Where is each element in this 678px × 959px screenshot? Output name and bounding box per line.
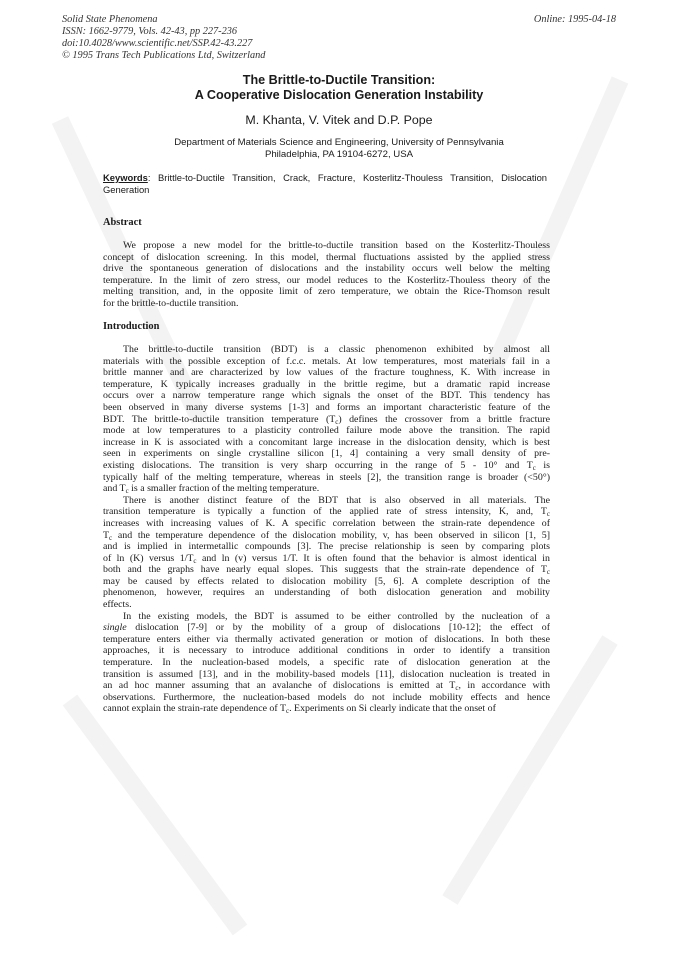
intro-line: seen in experiments on single crystalline silicon [1, 4] containing a very small density of pre-	[103, 448, 550, 460]
keywords	[103, 172, 547, 196]
title-line-2: A Cooperative Dislocation Generation Instability	[194, 88, 484, 102]
abstract-heading: Abstract	[103, 217, 142, 228]
abstract-line: temperature. In the limit of zero stress, our model reduces to the Kosterlitz-Thouless theory of the	[103, 274, 550, 286]
intro-line: cannot explain the strain-rate dependence of $T_c$. Experiments on Si clearly indicate that the onset of	[103, 703, 496, 715]
intro-line: single dislocation [7-9] or by the mobility of a group of dislocations [10-12]; the effect of	[103, 622, 550, 634]
subscript: c	[193, 556, 197, 565]
doi-line: doi:10.4028/www.scientific.net/SSP.42-43.227	[62, 38, 253, 49]
intro-line: materials with the possible exception of f.c.c. metals. At low temperatures, most materials fail in a	[103, 355, 550, 367]
abstract-body	[103, 240, 550, 309]
intro-line: an ad hoc manner assuming that an avalanche of dislocations is emitted at $T_c$, in accordance with	[103, 680, 550, 692]
intro-line: increases with increasing values of K. A specific correlation between the strain-rate dependence of	[103, 517, 550, 529]
emphasis: single	[103, 622, 127, 634]
abstract-line: melting transition, and, in the opposite limit of zero temperature, we obtain the Rice-Thomson result	[103, 286, 550, 297]
intro-line: approaches, it is necessary to introduce additional conditions in order to identify a transition	[103, 645, 550, 657]
online-date: Online: 1995-04-18	[533, 14, 616, 25]
intro-line: and $T_c$ is a smaller fraction of the melting temperature.	[103, 483, 320, 495]
intro-line: BDT. The brittle-to-ductile transition temperature $(T_c)$ defines the crossover from a brittle fracture	[103, 413, 550, 426]
copyright-line: © 1995 Trans Tech Publications Ltd, Switzerland	[62, 50, 266, 61]
intro-line: been observed in many diverse systems [1-3] and forms an important characteristic feature of the	[103, 401, 550, 413]
intro-line: There is another distinct feature of the BDT that is also observed in all materials. The	[123, 494, 550, 506]
intro-line: existing dislocations. The transition is very sharp occurring in the range of 5 - 10° and $T_c$ is	[103, 459, 550, 472]
introduction-heading: Introduction	[103, 321, 160, 332]
intro-line: In the existing models, the BDT is assumed to be either controlled by the nucleation of a	[123, 610, 550, 622]
issn-line: ISSN: 1662-9779, Vols. 42-43, pp 227-236	[62, 26, 238, 37]
subscript: c	[546, 510, 550, 518]
title-line-1: The Brittle-to-Ductile Transition:	[242, 73, 436, 87]
intro-line: brittle manner and are characterized by low values of the fracture toughness, K. With increase in	[103, 367, 550, 379]
intro-line: of ln (K) versus $1/T_c$ and ln (v) versus 1/T. It is often found that the behavior is almost identical in	[103, 552, 550, 565]
subscript: c	[532, 463, 536, 472]
affiliation	[0, 137, 678, 161]
intro-line: temperature, K typically increases gradually in the brittle regime, but a dramatic rapid increase	[103, 378, 550, 390]
keywords-label: Keywords	[103, 172, 148, 183]
subscript: c	[285, 707, 290, 715]
subscript: c	[125, 487, 129, 495]
intro-line: occurs over a narrow temperature range which signals the onset of the BDT. This tendency has	[103, 390, 550, 402]
intro-line: may be caused by effects related to dislocation mobility [5, 6]. A complete description of the	[103, 575, 550, 587]
subscript: c	[455, 684, 459, 692]
authors: M. Khanta, V. Vitek and D.P. Pope	[245, 113, 433, 127]
journal-name: Solid State Phenomena	[62, 14, 158, 25]
affiliation-line-1: Department of Materials Science and Engineering, University of Pennsylvania	[174, 137, 504, 148]
abstract-line: concept of dislocation screening. In this model, thermal fluctuations assisted by the applied stress	[103, 251, 550, 263]
subscript: c	[546, 568, 550, 576]
journal-header	[62, 14, 616, 62]
introduction-body	[103, 344, 550, 715]
intro-line: mode at low temperatures to a plasticity controlled failure mode above the transition. The rapid	[103, 425, 550, 437]
intro-line: observations. Furthermore, the nucleation-based models do not include mobility effects and hence	[103, 691, 550, 703]
subscript: c	[335, 417, 339, 426]
abstract-line: We propose a new model for the brittle-to-ductile transition based on the Kosterlitz-Thouless	[123, 240, 550, 251]
intro-line: transition temperature is typically a function of the applied rate of stress intensity, K, and, $T_c$	[103, 506, 550, 518]
keywords-text: : Brittle-to-Ductile Transition, Crack, Fracture, Kosterlitz-Thouless Transition, Dislocation Generation	[103, 172, 547, 195]
intro-line: temperature enters either via thermally activated generation or motion of dislocations. In both these	[103, 633, 550, 645]
affiliation-line-2: Philadelphia, PA 19104-6272, USA	[264, 149, 414, 160]
intro-line: and is implied in intermetallic compounds [3]. The precise relationship is seen by comparing plots	[103, 541, 550, 553]
intro-line: effects.	[103, 599, 132, 611]
intro-line: phenomenon, however, requires an understanding of both dislocation generation and mobility	[103, 587, 550, 599]
subscript: c	[109, 533, 113, 542]
intro-line: $T_c$ and the temperature dependence of the dislocation mobility, v, has been observed in silicon [1, 5]	[103, 529, 550, 542]
intro-line: increase in K is associated with a concomitant large increase in the dislocation density, which is best	[103, 436, 550, 448]
intro-line: transition is assumed [13], and in the mobility-based models [11], dislocation nucleation is treated in	[103, 668, 550, 680]
intro-line: typically half of the melting temperature, whereas in steels [2], the transition range is broader (<50°)	[103, 471, 550, 483]
intro-line: both and the graphs have nearly equal slopes. This suggests that the strain-rate dependence of $T_c$	[103, 564, 550, 576]
intro-line: The brittle-to-ductile transition (BDT) is a classic phenomenon exhibited by almost all	[123, 344, 550, 355]
paper-title	[0, 73, 678, 103]
abstract-line: drive the spontaneous generation of dislocations and the instability occurs well below the melting	[103, 263, 550, 274]
abstract-line: for the brittle-to-ductile transition.	[103, 297, 239, 309]
intro-line: temperature. In the nucleation-based models, a specific rate of dislocation generation at the	[103, 657, 550, 669]
